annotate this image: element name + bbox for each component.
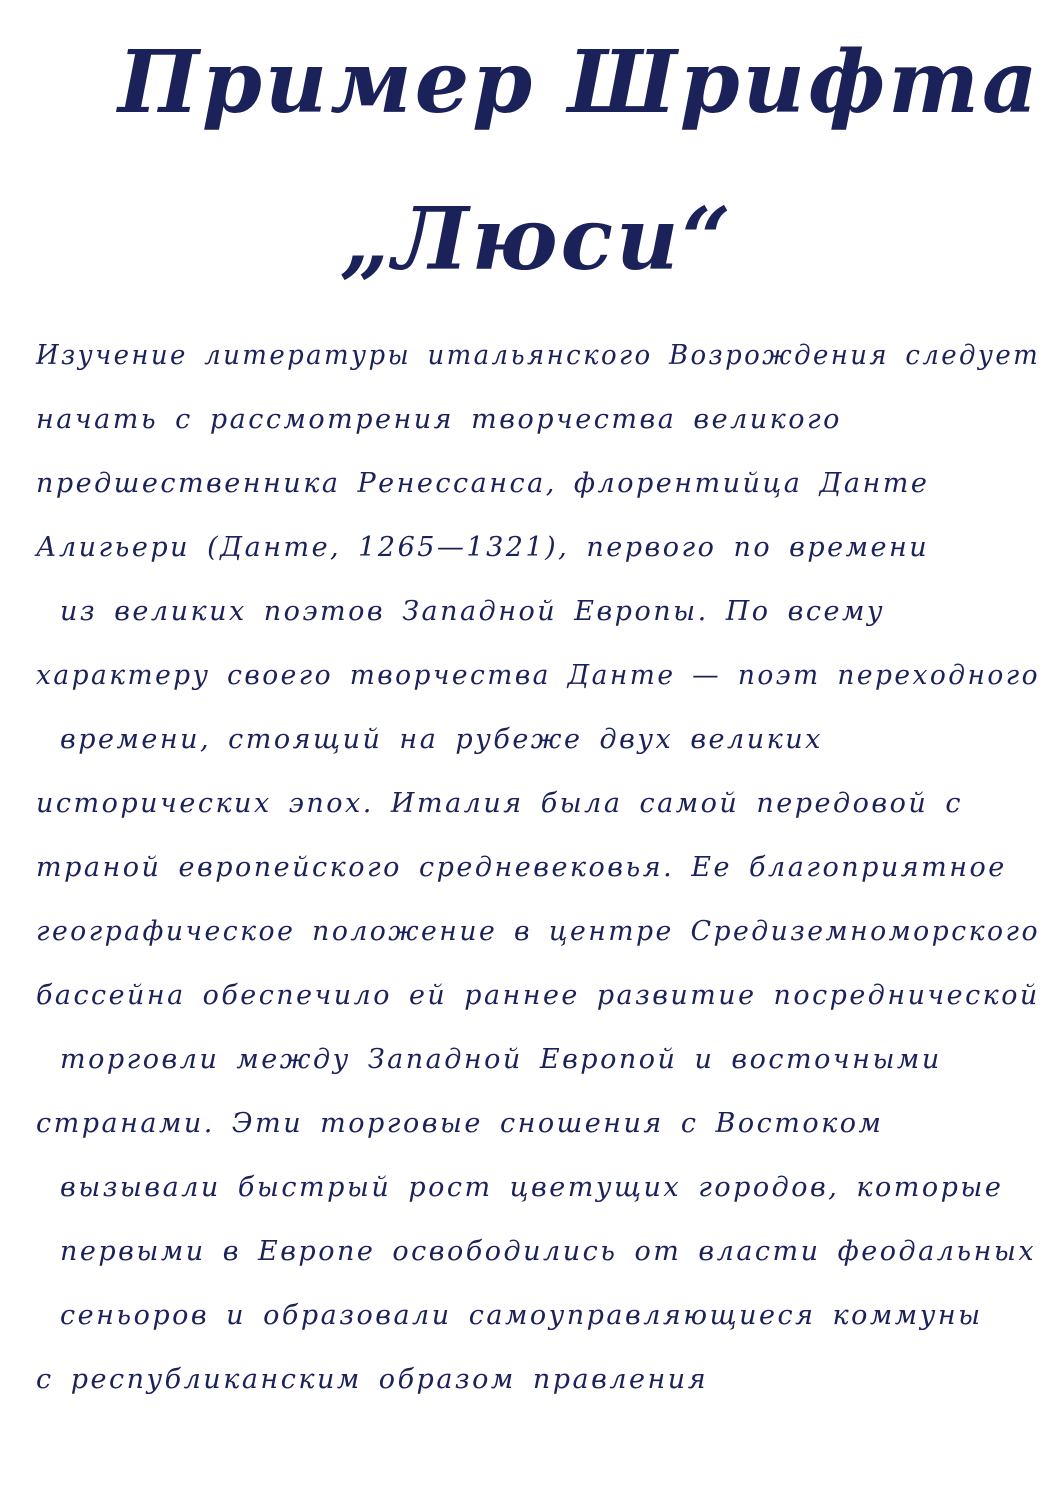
body-line: бассейна обеспечило ей раннее развитие посреднической xyxy=(36,980,1040,1011)
title-line-1: Пример Шрифта xyxy=(118,32,1041,133)
body-line: Изучение литературы итальянского Возрождения следует xyxy=(36,340,1041,371)
body-line: с республиканским образом правления xyxy=(36,1364,709,1395)
body-line: траной европейского средневековья. Ее благоприятное xyxy=(36,852,1007,883)
body-line: характеру своего творчества Данте — поэт переходного xyxy=(36,660,1040,691)
body-line: времени, стоящий на рубеже двух великих xyxy=(60,724,823,755)
body-line: торговли между Западной Европой и восточными xyxy=(60,1044,942,1075)
body-line: первыми в Европе освободились от власти феодальных xyxy=(60,1236,1037,1267)
title-line-2: „Люси“ xyxy=(340,189,734,290)
body-line: Алигьери (Данте, 1265—1321), первого по времени xyxy=(36,532,930,563)
body-line: исторических эпох. Италия была самой передовой с xyxy=(36,788,963,819)
body-line: начать с рассмотрения творчества великого xyxy=(36,404,842,435)
body-line: вызывали быстрый рост цветущих городов, которые xyxy=(60,1172,1004,1203)
body-line: странами. Эти торговые сношения с Востоком xyxy=(36,1108,884,1139)
body-line: из великих поэтов Западной Европы. По всему xyxy=(60,596,885,627)
body-line: географическое положение в центре Средиземноморского xyxy=(36,916,1040,947)
body-line: сеньоров и образовали самоуправляющиеся коммуны xyxy=(60,1300,983,1331)
body-line: предшественника Ренессанса, флорентийца Данте xyxy=(36,468,930,499)
